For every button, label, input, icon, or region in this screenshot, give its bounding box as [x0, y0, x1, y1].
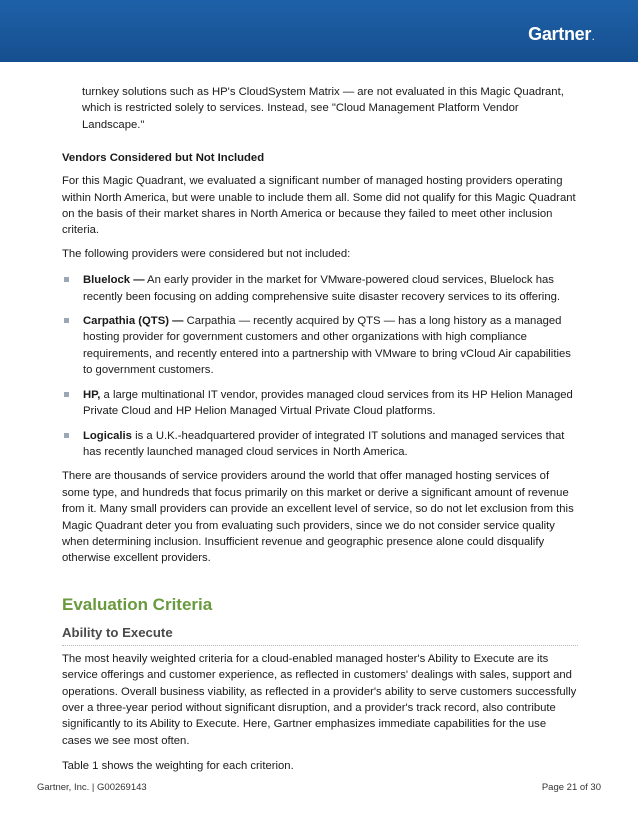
- vendors-heading: Vendors Considered but Not Included: [62, 152, 265, 165]
- gartner-logo: [528, 24, 594, 45]
- vendor-description: Carpathia — recently acquired by QTS — has a long history as a managed hosting provider for government customers and other organizations with high compliance requirements, and recently entered into a partnership with VMware to bring vCloud Air capabilities to government customers.: [83, 315, 571, 377]
- bullet-square-icon: [64, 392, 69, 397]
- vendor-name: Carpathia (QTS) —: [83, 315, 184, 328]
- vendors-paragraph-2: The following providers were considered but not included:: [62, 247, 351, 260]
- list-item: [62, 387, 578, 420]
- logo-text: Gartner: [528, 24, 592, 44]
- vendor-name: HP,: [83, 388, 101, 401]
- evaluation-paragraph-2: Table 1 shows the weighting for each criterion.: [62, 760, 294, 773]
- ability-to-execute-subtitle: Ability to Execute: [62, 624, 578, 646]
- vendor-name: Logicalis: [83, 429, 132, 442]
- vendors-paragraph-3: There are thousands of service providers around the world that offer managed hosting services of some type, and hundreds that focus primarily on this market or derive a significant amount of revenue from it. Many small providers can provide an excellent level of service, so do not let exclusion from this Magic Quadrant deter you from evaluating such providers, since we do not consider service quality when determining inclusion. Insufficient revenue and geographic presence alone could disqualify otherwise excellent providers.: [62, 470, 574, 565]
- vendors-paragraph-1: For this Magic Quadrant, we evaluated a significant number of managed hosting providers operating within North America, but were unable to include them all. Some did not qualify for this Magic Quadrant on the basis of their market shares in North America or because they failed to meet other inclusion criteria.: [62, 175, 576, 237]
- excluded-vendors-list: [62, 272, 578, 460]
- intro-continuation: turnkey solutions such as HP's CloudSystem Matrix — are not evaluated in this Magic Quadrant, which is restricted solely to services. Instead, see "Cloud Management Platform Vendor Landscape.": [82, 86, 564, 131]
- document-id: Gartner, Inc. | G00269143: [37, 782, 147, 793]
- page-number: Page 21 of 30: [541, 782, 601, 793]
- vendor-name: Bluelock —: [83, 274, 145, 287]
- evaluation-paragraph-1: The most heavily weighted criteria for a cloud-enabled managed hoster's Ability to Execute are its service offerings and customer experience, as reflected in customers' dealings with sales, support and operations. Overall business viability, as reflected in a provider's ability to serve customers successfully over a three-year period without significant disruption, and a provider's track record, also contribute significantly to its Ability to Execute. Here, Gartner emphasizes immediate capabilities for the use cases we see most often.: [62, 652, 577, 747]
- page-header: [0, 0, 638, 62]
- list-item: [62, 272, 578, 305]
- logo-dot: .: [592, 33, 594, 42]
- vendor-description: An early provider in the market for VMware-powered cloud services, Bluelock has recently been focusing on adding comprehensive suite disaster recovery services to its offering.: [83, 274, 561, 303]
- bullet-square-icon: [64, 433, 69, 438]
- list-item: [62, 313, 578, 379]
- bullet-square-icon: [64, 277, 69, 282]
- page-content: [62, 84, 578, 775]
- vendor-description: a large multinational IT vendor, provides managed cloud services from its HP Helion Managed Private Cloud and HP Helion Managed Virtual Private Cloud platforms.: [83, 388, 573, 418]
- bullet-square-icon: [64, 318, 69, 323]
- vendor-description: is a U.K.-headquartered provider of integrated IT solutions and managed services that has recently launched managed cloud services in North America.: [83, 429, 565, 458]
- evaluation-criteria-title: Evaluation Criteria: [62, 594, 213, 614]
- list-item: [62, 428, 578, 461]
- page-footer: [37, 782, 601, 796]
